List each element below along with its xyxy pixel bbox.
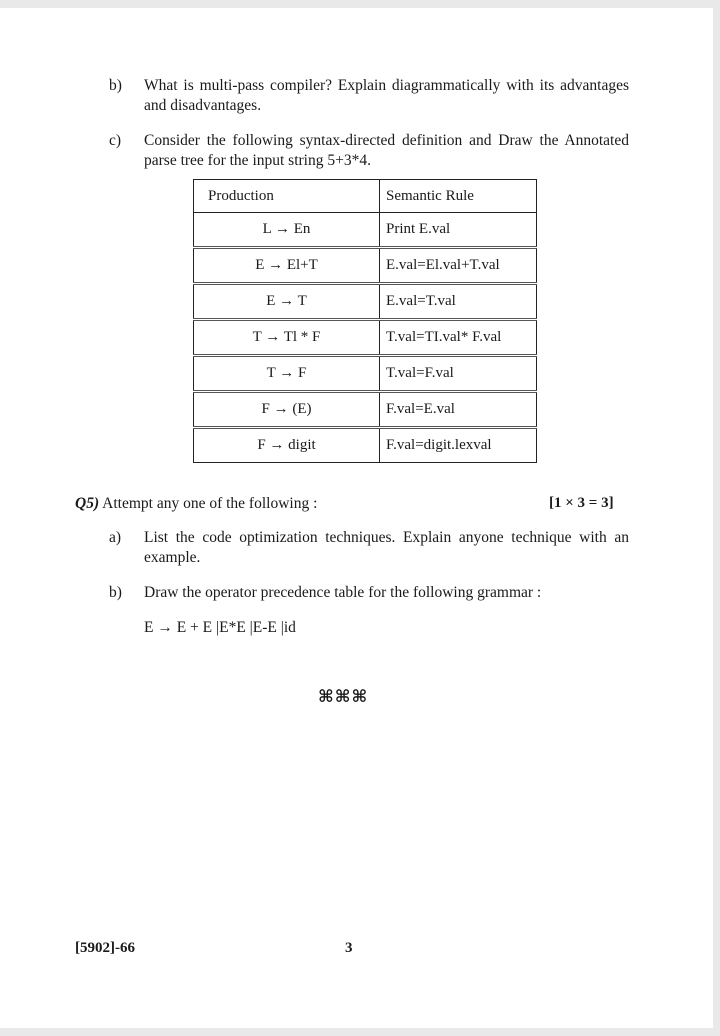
table-row (194, 392, 537, 428)
question-5-heading (75, 495, 317, 513)
question-4b-text: What is multi-pass compiler? Explain diagrammatically with its advantages and disadvantages. (144, 77, 629, 114)
semantic-rule-cell: Print E.val (380, 213, 537, 248)
production-cell: F → digit (194, 428, 380, 463)
question-4b (109, 76, 629, 120)
syntax-directed-definition-table (193, 179, 537, 463)
semantic-rule-cell: T.val=TI.val* F.val (380, 320, 537, 356)
production-cell: E → El+T (194, 248, 380, 284)
question-4c-label: c) (109, 132, 122, 149)
table-row (194, 356, 537, 392)
production-cell: E → T (194, 284, 380, 320)
table-row (194, 213, 537, 248)
question-4c-text: Consider the following syntax-directed definition and Draw the Annotated parse tree for the input string 5+3*4. (144, 132, 629, 169)
grammar-expression: E → E + E |E*E |E-E |id (144, 619, 296, 636)
question-5a-label: a) (109, 529, 122, 546)
table-row (194, 248, 537, 284)
production-cell: L → En (194, 213, 380, 248)
column-header-semantic-rule: Semantic Rule (380, 180, 537, 213)
column-header-production: Production (194, 180, 380, 213)
question-5-number: Q5) (75, 495, 100, 512)
question-4b-label: b) (109, 77, 122, 94)
question-5a (109, 528, 629, 572)
paper-code: [5902]-66 (75, 940, 135, 956)
question-5-instruction: Attempt any one of the following : (102, 495, 318, 512)
table-row (194, 428, 537, 463)
end-of-paper-mark: ⌘⌘⌘ (318, 687, 369, 707)
production-cell: F → (E) (194, 392, 380, 428)
table-row (194, 284, 537, 320)
semantic-rule-cell: T.val=F.val (380, 356, 537, 392)
document-page (0, 8, 713, 1028)
question-4c (109, 131, 629, 175)
question-5a-text: List the code optimization techniques. Explain anyone technique with an example. (144, 529, 629, 566)
semantic-rule-cell: F.val=digit.lexval (380, 428, 537, 463)
table-header-row (194, 180, 537, 213)
table-row (194, 320, 537, 356)
semantic-rule-cell: E.val=El.val+T.val (380, 248, 537, 284)
semantic-rule-cell: F.val=E.val (380, 392, 537, 428)
question-5b-label: b) (109, 584, 122, 601)
question-5-marks: [1 × 3 = 3] (549, 495, 614, 511)
semantic-rule-cell: E.val=T.val (380, 284, 537, 320)
question-5b-text: Draw the operator precedence table for the following grammar : (144, 584, 542, 601)
page-number: 3 (345, 940, 353, 956)
production-cell: T → F (194, 356, 380, 392)
question-5b (109, 583, 629, 607)
production-cell: T → Tl * F (194, 320, 380, 356)
